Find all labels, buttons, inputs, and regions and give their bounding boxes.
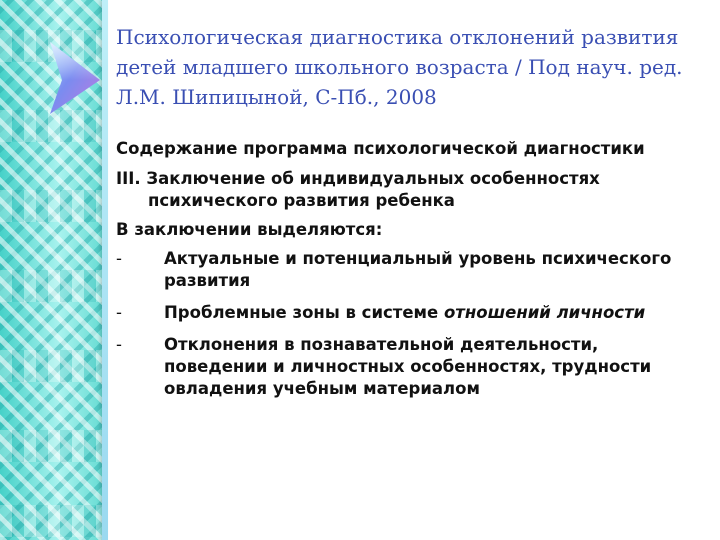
dash-bullet: -: [116, 249, 122, 268]
page-title: Психологическая диагностика отклонений развития детей младшего школьного возраста / Под науч. ред. Л.М. Шипицыной, С-Пб., 2008: [116, 25, 683, 109]
triangle-arrow-icon: [46, 40, 102, 116]
list-item-text: Проблемные зоны в системе: [164, 303, 444, 322]
list-item-text: Актуальные и потенциальный уровень психического развития: [164, 249, 672, 290]
strip-tile: [0, 430, 108, 462]
strip-tile: [0, 505, 108, 537]
content-body: [116, 138, 706, 410]
strip-tile: [0, 350, 108, 382]
section-title: III. Заключение об индивидуальных особенностях психического развития ребенка: [116, 169, 600, 210]
list-item: [116, 302, 706, 324]
list-item: [116, 334, 706, 400]
list-item-text-wrap: [164, 302, 706, 324]
strip-edge: [102, 0, 108, 540]
list-item: [116, 248, 706, 292]
intro-text: В заключении выделяются:: [116, 220, 383, 239]
strip-tile: [0, 270, 108, 302]
program-heading: Содержание программа психологической диагностики: [116, 139, 645, 158]
dash-bullet: -: [116, 335, 122, 354]
strip-tile: [0, 190, 108, 222]
list-item-emphasis: отношений личности: [443, 303, 646, 322]
dash-bullet: -: [116, 303, 122, 322]
list-item-text: Отклонения в познавательной деятельности, поведении и личностных особенностях, трудности овладения учебным материалом: [164, 335, 652, 398]
